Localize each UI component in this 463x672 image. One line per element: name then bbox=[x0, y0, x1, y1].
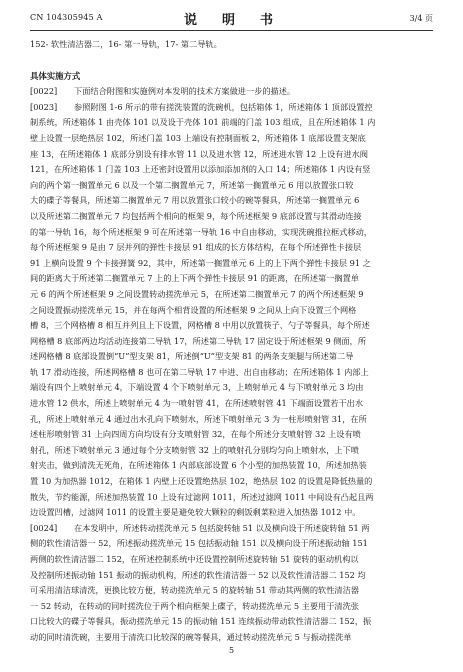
paragraph-line: 轨 17 滑动连接，所述网格槽 8 也可在第二导轨 17 中进、出自由移动；在所述箱体 1 内部上 bbox=[30, 366, 369, 377]
paragraph-line: 壁上设置一层绝热层 102，所述门盖 103 上端设有控制面板 2，所述箱体 1 底部设置支架底 bbox=[30, 132, 366, 143]
paragraph bbox=[30, 100, 433, 521]
header-divider bbox=[30, 30, 433, 31]
paragraph-line: 大的碟子等餐具，所述第二搁置单元 7 用以放置张口较小的碗等餐具，所述第一搁置单元 6 bbox=[30, 195, 360, 206]
paragraph-line: 网格槽 8 底部两边均活动连接第二导轨 17，所述第二导轨 17 固定设于所述框架 9 侧面，所 bbox=[30, 335, 367, 346]
paragraph-line bbox=[30, 100, 433, 116]
paragraph bbox=[30, 84, 433, 100]
paragraph-text: 参照附图 1-6 所示的带有搓洗装置的洗碗机，包括箱体 1，所述箱体 1 顶部设置控 bbox=[74, 101, 373, 112]
paragraph-line: 及控制所述振动轴 151 振动的振动机构，所述的软性清洁器一 52 以及软性清洁器二 152 均 bbox=[30, 569, 366, 580]
paragraph bbox=[30, 521, 433, 646]
paragraph-line: 向的两个第一搁置单元 6 以及一个第二搁置单元 7，所述第一搁置单元 6 用以放置张口较 bbox=[30, 179, 354, 190]
paragraph-line: 可采用清洁球清洗，更换比较方便，转动搓洗单元 5 的旋转轴 51 带动其两侧的软性清洁器 bbox=[30, 585, 359, 596]
page-indicator: 3/4 页 bbox=[409, 14, 433, 23]
paragraph-line: 以及所述第二搁置单元 7 均包括两个相向的框架 9，每个所述框架 9 底部设置与其滑动连接 bbox=[30, 210, 362, 221]
patent-number: CN 104305945 A bbox=[30, 13, 103, 22]
paragraph-line: 孔，所述上喷射单元 4 通过出水孔向下喷射水，所述下喷射单元 3 为一柱形喷射管 31，在所 bbox=[30, 413, 367, 424]
intro-line: 152- 软性清洁器二，16- 第一导轨，17- 第二导轨。 bbox=[30, 39, 222, 49]
paragraph-line: 射孔，所述下喷射单元 3 通过每个分支喷射管 32 上的喷射孔分别均匀向上喷射水，上下喷 bbox=[30, 444, 359, 455]
paragraph-line: 述网格槽 8 底部设置倒“U”型支架 81，所述倒“U”型支架 81 的两条支架腿与所述第二导 bbox=[30, 351, 354, 362]
paragraph-line: 侧的软性清洁器一 52，所述振动搓洗单元 15 包括振动轴 151 以及横向设于所述振动轴 151 bbox=[30, 538, 368, 549]
paragraph-line: 端设有四个上喷射单元 4，下端设置 4 个下喷射单元 3，上喷射单元 4 与下喷射单元 3 均由 bbox=[30, 382, 364, 393]
paragraph-line: 边设置凹槽，过滤网 1011 的设置主要是避免较大颗粒的剩饭剩菜粒进入加热器 1012 中。 bbox=[30, 507, 361, 518]
paragraph-line: 制系统，所述箱体 1 由壳体 101 以及设于壳体 101 前端的门盖 103 组成，且在所述箱体 1 内 bbox=[30, 117, 376, 128]
paragraph-line: 的第一导轨 16，每个所述框架 9 可在所述第一导轨 16 中自由移动，实现洗碗推拉框式移动， bbox=[30, 226, 372, 237]
section-title: 具体实施方式 bbox=[30, 70, 81, 81]
paragraph-line: 述柱形喷射管 31 上向四周方向均设有分支喷射管 32，在每个所述分支喷射管 32 上设有喷 bbox=[30, 429, 361, 440]
paragraph-line bbox=[30, 521, 433, 537]
paragraph-line: 每个所述框架 9 是由 7 层并列的弹性卡接层 91 组成的长方体结构，在每个所述弹性卡接层 bbox=[30, 242, 362, 253]
paragraph-line: 口比较大的碟子等餐具，振动搓洗单元 15 的振动轴 151 连续振动带动软性清洁器二 152，振 bbox=[30, 616, 372, 627]
document-body bbox=[30, 37, 433, 646]
paragraph-line: 置 10 为加热器 1012，在箱体 1 内壁上还设置绝热层 102，绝热层 102 的设置是降低热量的 bbox=[30, 476, 373, 487]
paragraph-tag: [0024] bbox=[30, 522, 58, 533]
paragraph-line: 之间设置振动搓洗单元 15，并在每两个相背设置的所述框架 9 之间从上向下设置三个网格 bbox=[30, 304, 357, 315]
paragraph-line: 射夹击，做到清洗无死角，在所述箱体 1 内部底部设置 6 个小型的加热装置 10，所述加热装 bbox=[30, 460, 367, 471]
paragraph-list bbox=[30, 84, 433, 645]
paragraph-text: 下面结合附图和实施例对本发明的技术方案做进一步的描述。 bbox=[74, 86, 296, 97]
paragraph-line: 间的距离大于所述第二搁置单元 7 上的上下两个弹性卡接层 91 的距离，在所述第一搁置单 bbox=[30, 273, 359, 284]
page-header bbox=[30, 8, 433, 30]
paragraph-line: 91 上横向设置 9 个卡接弹簧 92，其中，所述第一搁置单元 6 上的上下两个弹性卡接层 91 之 bbox=[30, 257, 371, 268]
document-title: 说 明 书 bbox=[183, 13, 279, 28]
paragraph-line: 座 13，在所述箱体 1 底部分别设有排水管 11 以及进水管 12，所述进水管 12 上设有进水阀 bbox=[30, 148, 368, 159]
paragraph-line bbox=[30, 84, 433, 100]
paragraph-tag: [0023] bbox=[30, 101, 58, 112]
paragraph-line: 进水管 12 供水，所述上喷射单元 4 为一喷射管 41，在所述喷射管 41 下端面设置若干出水 bbox=[30, 398, 364, 409]
paragraph-line: 一 52 转动，在转动的同时搓洗位于两个相向框架上碟子，转动搓洗单元 5 主要用于清洗张 bbox=[30, 600, 359, 611]
paragraph-tag: [0022] bbox=[30, 86, 58, 97]
paragraph-line: 元 6 的两个所述框架 9 之间设置转动搓洗单元 5，在所述第二搁置单元 7 的两个所述框架 9 bbox=[30, 288, 364, 299]
paragraph-line: 动的同时清洗碗，主要用于清洗口比较深的碗等餐具，通过转动搓洗单元 5 与振动搓洗单 bbox=[30, 631, 352, 642]
paragraph-line: 槽 8，三个网格槽 8 相互并列且上下设置，网格槽 8 中用以放置筷子、勺子等餐具，每个所述 bbox=[30, 320, 370, 331]
page-number: 5 bbox=[228, 646, 235, 655]
paragraph-line: 121，在所述箱体 1 门盖 103 上还密封设置用以添加添加剂的入口 14；所述箱体 1 内设有竖 bbox=[30, 164, 371, 175]
paragraph-text: 在本发明中，所述转动搓洗单元 5 包括旋转轴 51 以及横向设于所述旋转轴 51 两 bbox=[74, 522, 370, 533]
paragraph-line: 两侧的软性清洁器二 152，在所述控制系统中还设置控制所述旋转轴 51 旋转的驱动机构以 bbox=[30, 554, 359, 564]
paragraph-line: 散失，节约能源，所述加热装置 10 上设有过滤网 1011，所述过滤网 1011 中间设有凸起且两 bbox=[30, 491, 374, 502]
spacer bbox=[30, 53, 433, 69]
